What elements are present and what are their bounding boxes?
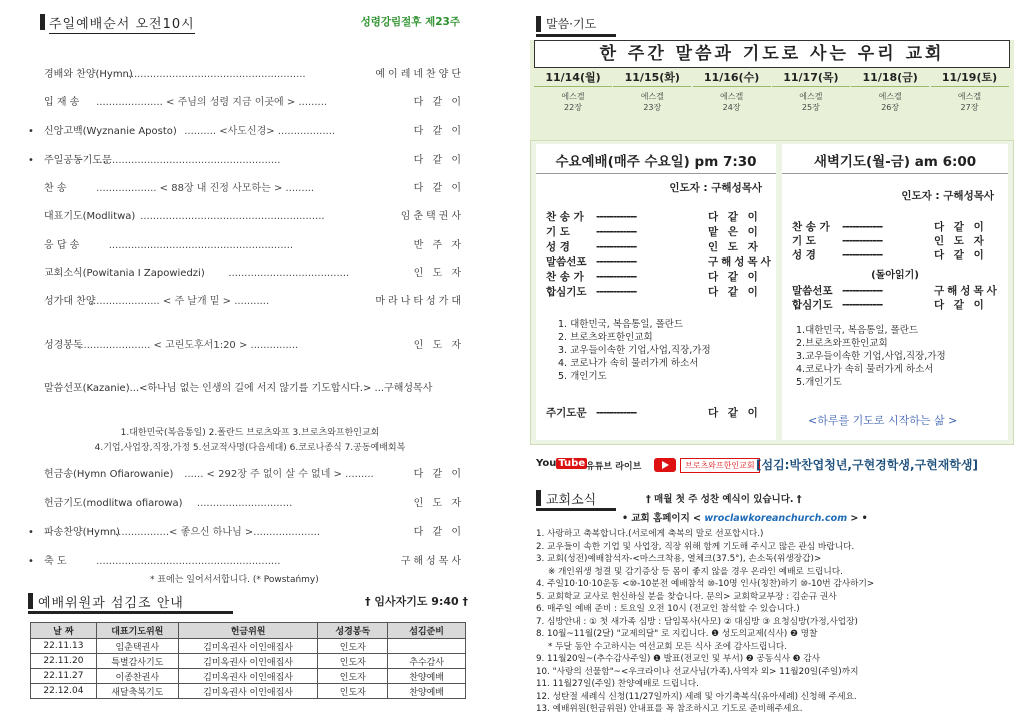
order-label: 입 재 송: [44, 97, 80, 108]
dash-leader: ------------: [596, 271, 637, 283]
dash-leader: ------------: [596, 407, 637, 419]
dash-leader: ------------: [596, 211, 637, 223]
title-underline: [536, 508, 616, 511]
prayer-topics: [36, 426, 464, 456]
bullet-mark: •: [28, 527, 34, 538]
committee-header: [28, 590, 468, 612]
order-label: 성가대 찬양: [44, 296, 96, 307]
header-bar: [536, 16, 541, 32]
homepage-suffix: > •: [847, 513, 868, 524]
wednesday-service: [536, 144, 776, 440]
reading-book: 에스겔: [720, 92, 744, 101]
section-title: 말씀·기도: [546, 17, 597, 31]
day-reading: [931, 91, 1009, 113]
order-label: 대표기도(Modlitwa): [44, 211, 136, 222]
order-label: 응 답 송: [44, 240, 80, 251]
table-cell: 인도자: [318, 639, 388, 654]
service-who: 다 같 이: [934, 299, 987, 311]
order-label: 경배와 찬양(Hymn): [44, 69, 133, 80]
news-item: 2. 교우들이 속한 기업 및 사업장, 직장 위해 함께 기도해 주시고 많은 관심 바랍니다.: [536, 541, 855, 552]
order-detail: ......................................: [228, 268, 350, 279]
order-detail: ...... < 292장 주 없이 살 수 없네 > .........: [184, 469, 374, 480]
order-item: [28, 123, 464, 141]
order-label: 파송찬양(Hymn): [44, 527, 120, 538]
day-date: 11/19(토): [931, 69, 1009, 87]
prayer-item: 1.대한민국, 복음통일, 폴란드: [796, 325, 919, 336]
service-role: 찬 송 가: [792, 221, 830, 233]
bullet-mark: •: [28, 155, 34, 166]
service-role: 합심기도: [792, 299, 833, 311]
reading-chapter: 23장: [643, 103, 662, 112]
table-cell: 김미옥권사 이인애집사: [178, 684, 318, 699]
prayer-time: † 임사자기도 9:40 †: [365, 595, 468, 608]
wednesday-prayer-list: [558, 318, 711, 383]
news-item: 6. 매주일 예배 준비 : 토요일 오전 10시 (전교인 참석할 수 있습니다.): [536, 604, 800, 614]
service-role: 성 경: [546, 241, 570, 253]
table-cell: 찬양예배: [388, 684, 466, 699]
closing-role: 주기도문: [546, 407, 587, 419]
table-cell: 찬양예배: [388, 669, 466, 684]
service-role: 말씀선포: [546, 256, 587, 268]
order-leader: 마라나타성가대: [375, 296, 464, 307]
logo-you: You: [536, 458, 557, 469]
liturgical-week: 성령강림절후 제23주: [360, 16, 460, 28]
bullet-mark: •: [28, 556, 34, 567]
reading-book: 에스겔: [799, 92, 823, 101]
order-title: 주일예배순서 오전10시: [49, 13, 195, 34]
reading-day: [931, 69, 1009, 113]
news-item: 4. 주일10·10·10운동 <⑩-10분전 예배참석 ⑩-10명 인사(칭찬)하기 ⑩-10번 감사하기>: [536, 579, 875, 589]
order-label: 주일공동기도문: [44, 155, 112, 166]
order-leader: 다 같 이: [413, 183, 464, 194]
communion-note: † 매월 첫 주 성찬 예식이 있습니다. †: [646, 494, 802, 505]
bullet-mark: •: [28, 126, 34, 137]
closing-line: [546, 406, 761, 421]
news-item: 3. 교회(성전)예배참석자-<마스크착용, 열체크(37.5°), 손소독(위생장갑)>: [536, 554, 822, 564]
service-who: 다 같 이: [934, 221, 987, 233]
day-date: 11/17(목): [772, 69, 850, 87]
service-role: 찬 송 가: [546, 211, 584, 223]
broadcast-servers: [섬김:박찬엽청년,구현경학생,구현재학생]: [756, 458, 978, 472]
duty-table: [30, 622, 466, 699]
reading-chapter: 24장: [722, 103, 741, 112]
order-label: 교회소식(Powitania I Zapowiedzi): [44, 268, 205, 279]
order-label: 헌금기도(modlitwa ofiarowa): [44, 498, 183, 509]
day-date: 11/16(수): [693, 69, 771, 87]
service-line: [792, 284, 1000, 299]
day-date: 11/15(화): [613, 69, 691, 87]
day-date: 11/18(금): [851, 69, 929, 87]
day-reading: [613, 91, 691, 113]
order-leader: 인 도 자: [413, 340, 464, 351]
order-detail: .......... <사도신경> ..................: [184, 126, 336, 137]
table-header: 성경봉독: [318, 623, 388, 639]
reading-day: [772, 69, 850, 113]
prayer-item: 3. 교우들이속한 기업,사업,직장,가정: [558, 345, 711, 356]
order-label: 찬 송: [44, 183, 67, 194]
day-reading: [851, 91, 929, 113]
prayer-item: 5.개인기도: [796, 377, 842, 388]
table-row: [31, 654, 466, 669]
service-role: 성 경: [792, 249, 816, 261]
table-cell: 22.11.20: [31, 654, 97, 669]
order-leader: 예이레네찬양단: [375, 69, 464, 80]
dash-leader: ------------: [842, 221, 883, 233]
title-underline: [28, 611, 233, 614]
prayer-topics-line: 1.대한민국(복음통일) 2.폴란드 브로츠와프 3.브로츠와프한인교회: [120, 428, 380, 438]
table-cell: 김미옥권사 이인애집사: [178, 654, 318, 669]
service-who: 구해성목사: [708, 256, 774, 268]
service-who: 맡 은 이: [708, 226, 761, 238]
reading-day: [534, 69, 612, 113]
weekly-reading-title: 한 주간 말씀과 기도로 사는 우리 교회: [534, 40, 1010, 68]
dash-leader: ------------: [596, 226, 637, 238]
order-leader: 인 도 자: [413, 498, 464, 509]
order-item: [36, 94, 464, 112]
order-leader: 구해성목사: [400, 556, 464, 567]
order-detail: ................... < 88장 내 진정 사모하는 > .........: [96, 183, 315, 194]
channel-name[interactable]: 브로츠와프한인교회: [680, 458, 760, 473]
order-item: [36, 208, 464, 226]
order-item: [36, 293, 464, 311]
order-detail: ..........................................................: [108, 240, 294, 251]
news-item: 11. 11월27일(주일) 찬양예배로 드립니다.: [536, 679, 699, 689]
news-item: * 두달 동안 수고하시는 여선교회 모든 식사 조에 감사드립니다.: [548, 641, 788, 652]
table-cell: 22.11.13: [31, 639, 97, 654]
dash-leader: ------------: [596, 286, 637, 298]
order-detail: ..........................................................: [96, 155, 281, 166]
dawn-prayer-list: [796, 324, 946, 389]
table-cell: 이종찬권사: [96, 669, 178, 684]
order-leader: 임춘택권사: [400, 211, 464, 222]
dash-leader: ------------: [842, 235, 883, 247]
service-role: 말씀선포: [792, 285, 833, 297]
day-reading: [772, 91, 850, 113]
order-leader: 다 같 이: [413, 155, 464, 166]
reading-book: 에스겔: [561, 92, 585, 101]
service-who: 다 같 이: [708, 286, 761, 298]
dash-leader: ------------: [596, 256, 637, 268]
reading-note: (돌아읽기): [871, 270, 919, 281]
news-item: 10. "사랑의 선물함"~<우크라이나 선교사님(가족),사역자 외> 11월20일(주일)까지: [536, 666, 859, 677]
table-cell: 22.12.04: [31, 684, 97, 699]
news-item: 5. 교회학교 교사로 헌신하실 분을 찾습니다. 문의> 교회학교부장 : 김순규 권사: [536, 591, 837, 602]
news-item: 1. 사랑하고 축복합니다.(서로에게 축복의 말로 선포합시다.): [536, 529, 764, 539]
reading-day: [613, 69, 691, 113]
table-row: [31, 639, 466, 654]
order-leader: 다 같 이: [413, 126, 464, 137]
reading-chapter: 27장: [960, 103, 979, 112]
table-cell: 인도자: [318, 654, 388, 669]
news-header: [536, 488, 1016, 508]
table-cell: 김미옥권사 이인애집사: [178, 669, 318, 684]
header-bar: [536, 490, 541, 506]
order-item: [36, 466, 464, 484]
table-cell: 김미옥권사 이인애집사: [178, 639, 318, 654]
order-item: [28, 524, 464, 542]
service-line: [792, 220, 987, 235]
closing-who: 다 같 이: [708, 407, 761, 419]
wednesday-title: 수요예배(매주 수요일) pm 7:30: [536, 150, 776, 174]
title-underline: [536, 34, 616, 37]
table-cell: 새달축복기도: [96, 684, 178, 699]
order-item: [36, 337, 464, 355]
order-detail: ..........................................................: [140, 211, 325, 222]
reading-book: 에스겔: [957, 92, 982, 101]
reading-chapter: 22장: [564, 103, 582, 112]
header-bar: [40, 14, 45, 30]
prayer-item: 5. 개인기도: [558, 371, 607, 382]
table-header-row: [31, 623, 466, 639]
order-item: [28, 152, 464, 170]
service-role: 기 도: [792, 235, 816, 247]
service-who: 다 같 이: [708, 271, 761, 283]
dawn-prayer: [782, 144, 1008, 440]
order-item: [36, 237, 464, 255]
order-detail: .................< 좋으신 하나님 >.....................: [115, 527, 321, 538]
order-leader: 다 같 이: [413, 469, 464, 480]
table-header: 헌금위원: [178, 623, 318, 639]
homepage-line: [622, 510, 868, 524]
order-detail: ....................... < 고린도후서1:20 > ...............: [77, 340, 299, 351]
dawn-leader: 인도자 : 구해성목사: [901, 190, 994, 202]
reading-book: 에스겔: [878, 92, 902, 101]
prayer-item: 2.브로츠와프한인교회: [796, 338, 888, 349]
news-item: 12. 성탄절 세례식 신청(11/27일까지) 세례 및 아기축복식(유아세례) 신청해 주세요.: [536, 691, 857, 702]
committee-title: 예배위원과 섬김조 안내: [38, 596, 184, 611]
order-header: [40, 12, 460, 34]
day-reading: [534, 91, 612, 113]
order-detail: ........................................................: [127, 69, 306, 80]
right-page: [512, 0, 1024, 724]
order-label: 축 도: [44, 556, 67, 567]
word-prayer-header: [536, 14, 622, 34]
order-detail: ..................... < 주님의 성령 지금 이곳에 > .........: [96, 97, 328, 108]
youtube-logo[interactable]: [536, 458, 587, 469]
order-leader: 다 같 이: [413, 97, 464, 108]
news-item: 13. 예배위원(헌금위원) 안내표를 꼭 참조하시고 기도로 준비해주세요.: [536, 704, 803, 714]
standing-footnote: * 표에는 일어서서합니다. (* Powstańmy): [150, 575, 319, 585]
reading-chapter: 25장: [801, 103, 820, 112]
wednesday-leader: 인도자 : 구해성목사: [669, 182, 762, 194]
youtube-live-label: 유튜브 라이브: [586, 462, 642, 472]
order-label: 성경봉독: [44, 340, 83, 351]
dash-leader: ------------: [842, 285, 883, 297]
header-bar: [28, 593, 33, 609]
order-detail: ..............................: [196, 498, 293, 509]
dawn-title: 새벽기도(월-금) am 6:00: [782, 150, 1008, 174]
order-item: [36, 265, 464, 283]
table-cell: 추수감사: [388, 654, 466, 669]
service-line: [546, 225, 761, 240]
table-header: 날 짜: [31, 623, 97, 639]
news-item: 9. 11월20일~(추수감사주일) ❶ 발표(전교인 및 부서) ❷ 공동식사 ❸ 감사: [536, 654, 821, 664]
order-leader: 다 같 이: [413, 527, 464, 538]
order-item: [36, 180, 464, 198]
prayer-item: 2. 브로츠와프한인교회: [558, 332, 653, 343]
table-cell: [388, 639, 466, 654]
table-header: 대표기도위원: [96, 623, 178, 639]
service-line: [792, 248, 987, 263]
table-cell: 인도자: [318, 684, 388, 699]
news-item: 7. 심방안내 : ① 첫 새가족 심방 : 담임목사(사모) ② 대심방 ③ 요청심방(가정,사업장): [536, 616, 858, 627]
table-row: [31, 684, 466, 699]
order-detail: ..........................................................: [96, 556, 281, 567]
logo-tube: Tube: [558, 458, 586, 469]
prayer-item: 4. 코로나가 속히 물러가게 하소서: [558, 358, 699, 369]
news-item: 8. 10월~11월(2달) "교제의달" 로 지킵니다. ❶ 성도의교제(식사) ❷ 명찰: [536, 629, 818, 639]
service-who: 다 같 이: [708, 211, 761, 223]
table-cell: 임춘택권사: [96, 639, 178, 654]
order-item: [36, 66, 464, 84]
table-cell: 22.11.27: [31, 669, 97, 684]
service-line: [546, 240, 761, 255]
dash-leader: ------------: [596, 241, 637, 253]
order-label: 신앙고백(Wyznanie Aposto): [44, 126, 177, 137]
table-header: 섬김준비: [388, 623, 466, 639]
reading-day: [693, 69, 771, 113]
service-line: [546, 285, 761, 300]
order-item: [36, 495, 464, 513]
service-role: 합심기도: [546, 286, 587, 298]
table-cell: 인도자: [318, 669, 388, 684]
order-detail: ...................... < 주 날개 밑 > ...........: [89, 296, 270, 307]
prayer-topics-line: 4.기업,사업장,직장,가정 5.선교적사명(다음세대) 6.코로나종식 7.공동예배회복: [94, 443, 406, 453]
order-leader: 반 주 자: [413, 240, 464, 251]
news-item: ※ 개인위생 청결 및 감기증상 등 몸이 좋지 않을 경우 온라인 예배로 드립니다.: [548, 566, 843, 577]
news-list: [536, 528, 1016, 716]
day-date: 11/14(월): [534, 69, 612, 87]
dawn-slogan: <하루를 기도로 시작하는 삶 >: [808, 414, 958, 427]
service-line: [792, 234, 987, 249]
order-item: [28, 553, 464, 571]
service-who: 인 도 자: [934, 235, 987, 247]
youtube-row: [536, 456, 1020, 476]
dash-leader: ------------: [842, 249, 883, 261]
service-line: [546, 270, 761, 285]
service-who: 구해성목사: [934, 285, 1000, 297]
play-icon[interactable]: [654, 458, 676, 472]
service-line: [546, 255, 774, 270]
news-title: 교회소식: [546, 493, 597, 508]
service-role: 기 도: [546, 226, 570, 238]
reading-day: [851, 69, 929, 113]
prayer-item: 1. 대한민국, 복음통일, 폴란드: [558, 319, 684, 330]
table-cell: 특별감사기도: [96, 654, 178, 669]
table-row: [31, 669, 466, 684]
reading-chapter: 26장: [881, 103, 900, 112]
service-line: [546, 210, 761, 225]
order-leader: 인 도 자: [413, 268, 464, 279]
order-label: 헌금송(Hymn Ofiarowanie): [44, 469, 174, 480]
order-item: [36, 380, 464, 398]
dash-leader: ------------: [842, 299, 883, 311]
service-who: 인 도 자: [708, 241, 761, 253]
prayer-item: 4.코로나가 속히 물러가게 하소서: [796, 364, 934, 375]
homepage-prefix: • 교회 홈페이지 <: [622, 513, 705, 524]
service-line: [792, 298, 987, 313]
service-role: 찬 송 가: [546, 271, 584, 283]
service-who: 다 같 이: [934, 249, 987, 261]
prayer-item: 3.교우들이속한 기업,사업,직장,가정: [796, 351, 946, 362]
homepage-link[interactable]: wroclawkoreanchurch.com: [704, 513, 848, 524]
order-label: 말씀선포(Kazanie)...<하나님 없는 인생의 길에 서지 않기를 기도합시다.> ...구해성목사: [44, 383, 433, 394]
reading-book: 에스겔: [640, 92, 664, 101]
day-reading: [693, 91, 771, 113]
